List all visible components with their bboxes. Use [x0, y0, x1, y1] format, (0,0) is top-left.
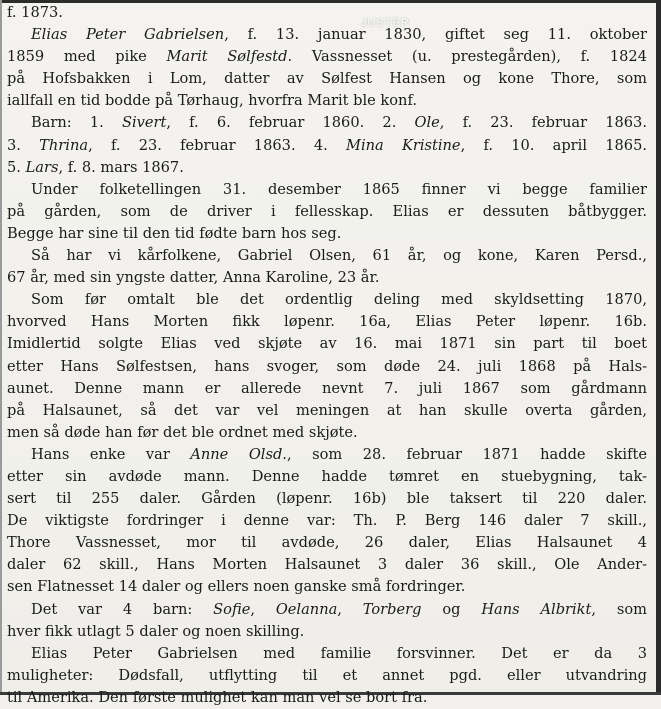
text-line: muligheter: Dødsfall, utflytting til et annet pgd. eller utvandring [7, 666, 647, 684]
text-line: Elias Peter Gabrielsen med familie forsvinner. Det er da 3 [31, 644, 647, 662]
text-line: etter Hans Sølfestsen, hans svoger, som døde 24. juli 1868 på Hals- [7, 357, 647, 375]
text-line: hver fikk utlagt 5 daler og noen skilling. [7, 622, 305, 640]
right-border [656, 0, 661, 695]
text-line: Begge har sine til den tid fødte barn hos seg. [7, 224, 342, 242]
text-line: Barn: 1. Sivert, f. 6. februar 1860. 2. Ole, f. 23. februar 1863. [31, 114, 647, 132]
text-line: Så har vi kårfolkene, Gabriel Olsen, 61 år, og kone, Karen Persd., [31, 247, 647, 265]
text-line: 1859 med pike Marit Sølfestd. Vassnesset (u. prestegården), f. 1824 [7, 48, 647, 66]
text-line: Thore Vassnesset, mor til avdøde, 26 daler, Elias Halsaunet 4 [7, 534, 647, 552]
text-line: Det var 4 barn: Sofie, Oelanna, Torberg og Hans Albrikt, som [31, 600, 647, 618]
text-line: etter sin avdøde mann. Denne hadde tømret en stuebygning, tak- [7, 467, 647, 485]
text-line: f. 1873. [7, 4, 63, 21]
text-line: sen Flatnesset 14 daler og ellers noen ganske små fordringer. [7, 578, 466, 596]
text-line: De viktigste fordringer i denne var: Th. P. Berg 146 daler 7 skill., [7, 512, 647, 530]
text-line: men så døde han før det ble ordnet med skjøte. [7, 423, 358, 441]
left-border [0, 0, 2, 695]
text-line: daler 62 skill., Hans Morten Halsaunet 3 daler 36 skill., Ole Ander- [7, 556, 647, 574]
text-line: Som før omtalt ble det ordentlig deling med skyldsetting 1870, [31, 291, 647, 309]
text-line: Elias Peter Gabrielsen, f. 13. januar 1830, giftet seg 11. oktober [31, 26, 647, 44]
text-line: hvorved Hans Morten fikk løpenr. 16a, Elias Peter løpenr. 16b. [7, 313, 647, 331]
text-line: aunet. Denne mann er allerede nevnt 7. juli 1867 som gårdmann [7, 379, 647, 397]
text-line: på Hofsbakken i Lom, datter av Sølfest Hansen og kone Thore, som [7, 70, 647, 88]
watermark-text: JUSTER [361, 17, 410, 29]
text-line: på Halsaunet, så det var vel meningen at han skulle overta gården, [7, 401, 647, 419]
text-line: sert til 255 daler. Gården (løpenr. 16b) ble taksert til 220 daler. [7, 490, 647, 508]
text-line: på gården, som de driver i fellesskap. Elias er dessuten båtbygger. [7, 202, 647, 220]
text-line: Imidlertid solgte Elias ved skjøte av 16. mai 1871 sin part til boet [7, 335, 647, 353]
text-line: Hans enke var Anne Olsd., som 28. februar 1871 hadde skifte [31, 445, 647, 463]
text-line: 67 år, med sin yngste datter, Anna Karoline, 23 år. [7, 269, 380, 287]
text-line: iallfall en tid bodde på Tørhaug, hvorfra Marit ble konf. [7, 92, 417, 110]
body-text [7, 2, 647, 709]
text-line: 3. Thrina, f. 23. februar 1863. 4. Mina Kristine, f. 10. april 1865. [7, 136, 647, 154]
text-line: 5. Lars, f. 8. mars 1867. [7, 158, 184, 176]
text-line: Under folketellingen 31. desember 1865 finner vi begge familier [31, 180, 647, 198]
text-line: til Amerika. Den første mulighet kan man vel se bort fra. [7, 688, 428, 706]
